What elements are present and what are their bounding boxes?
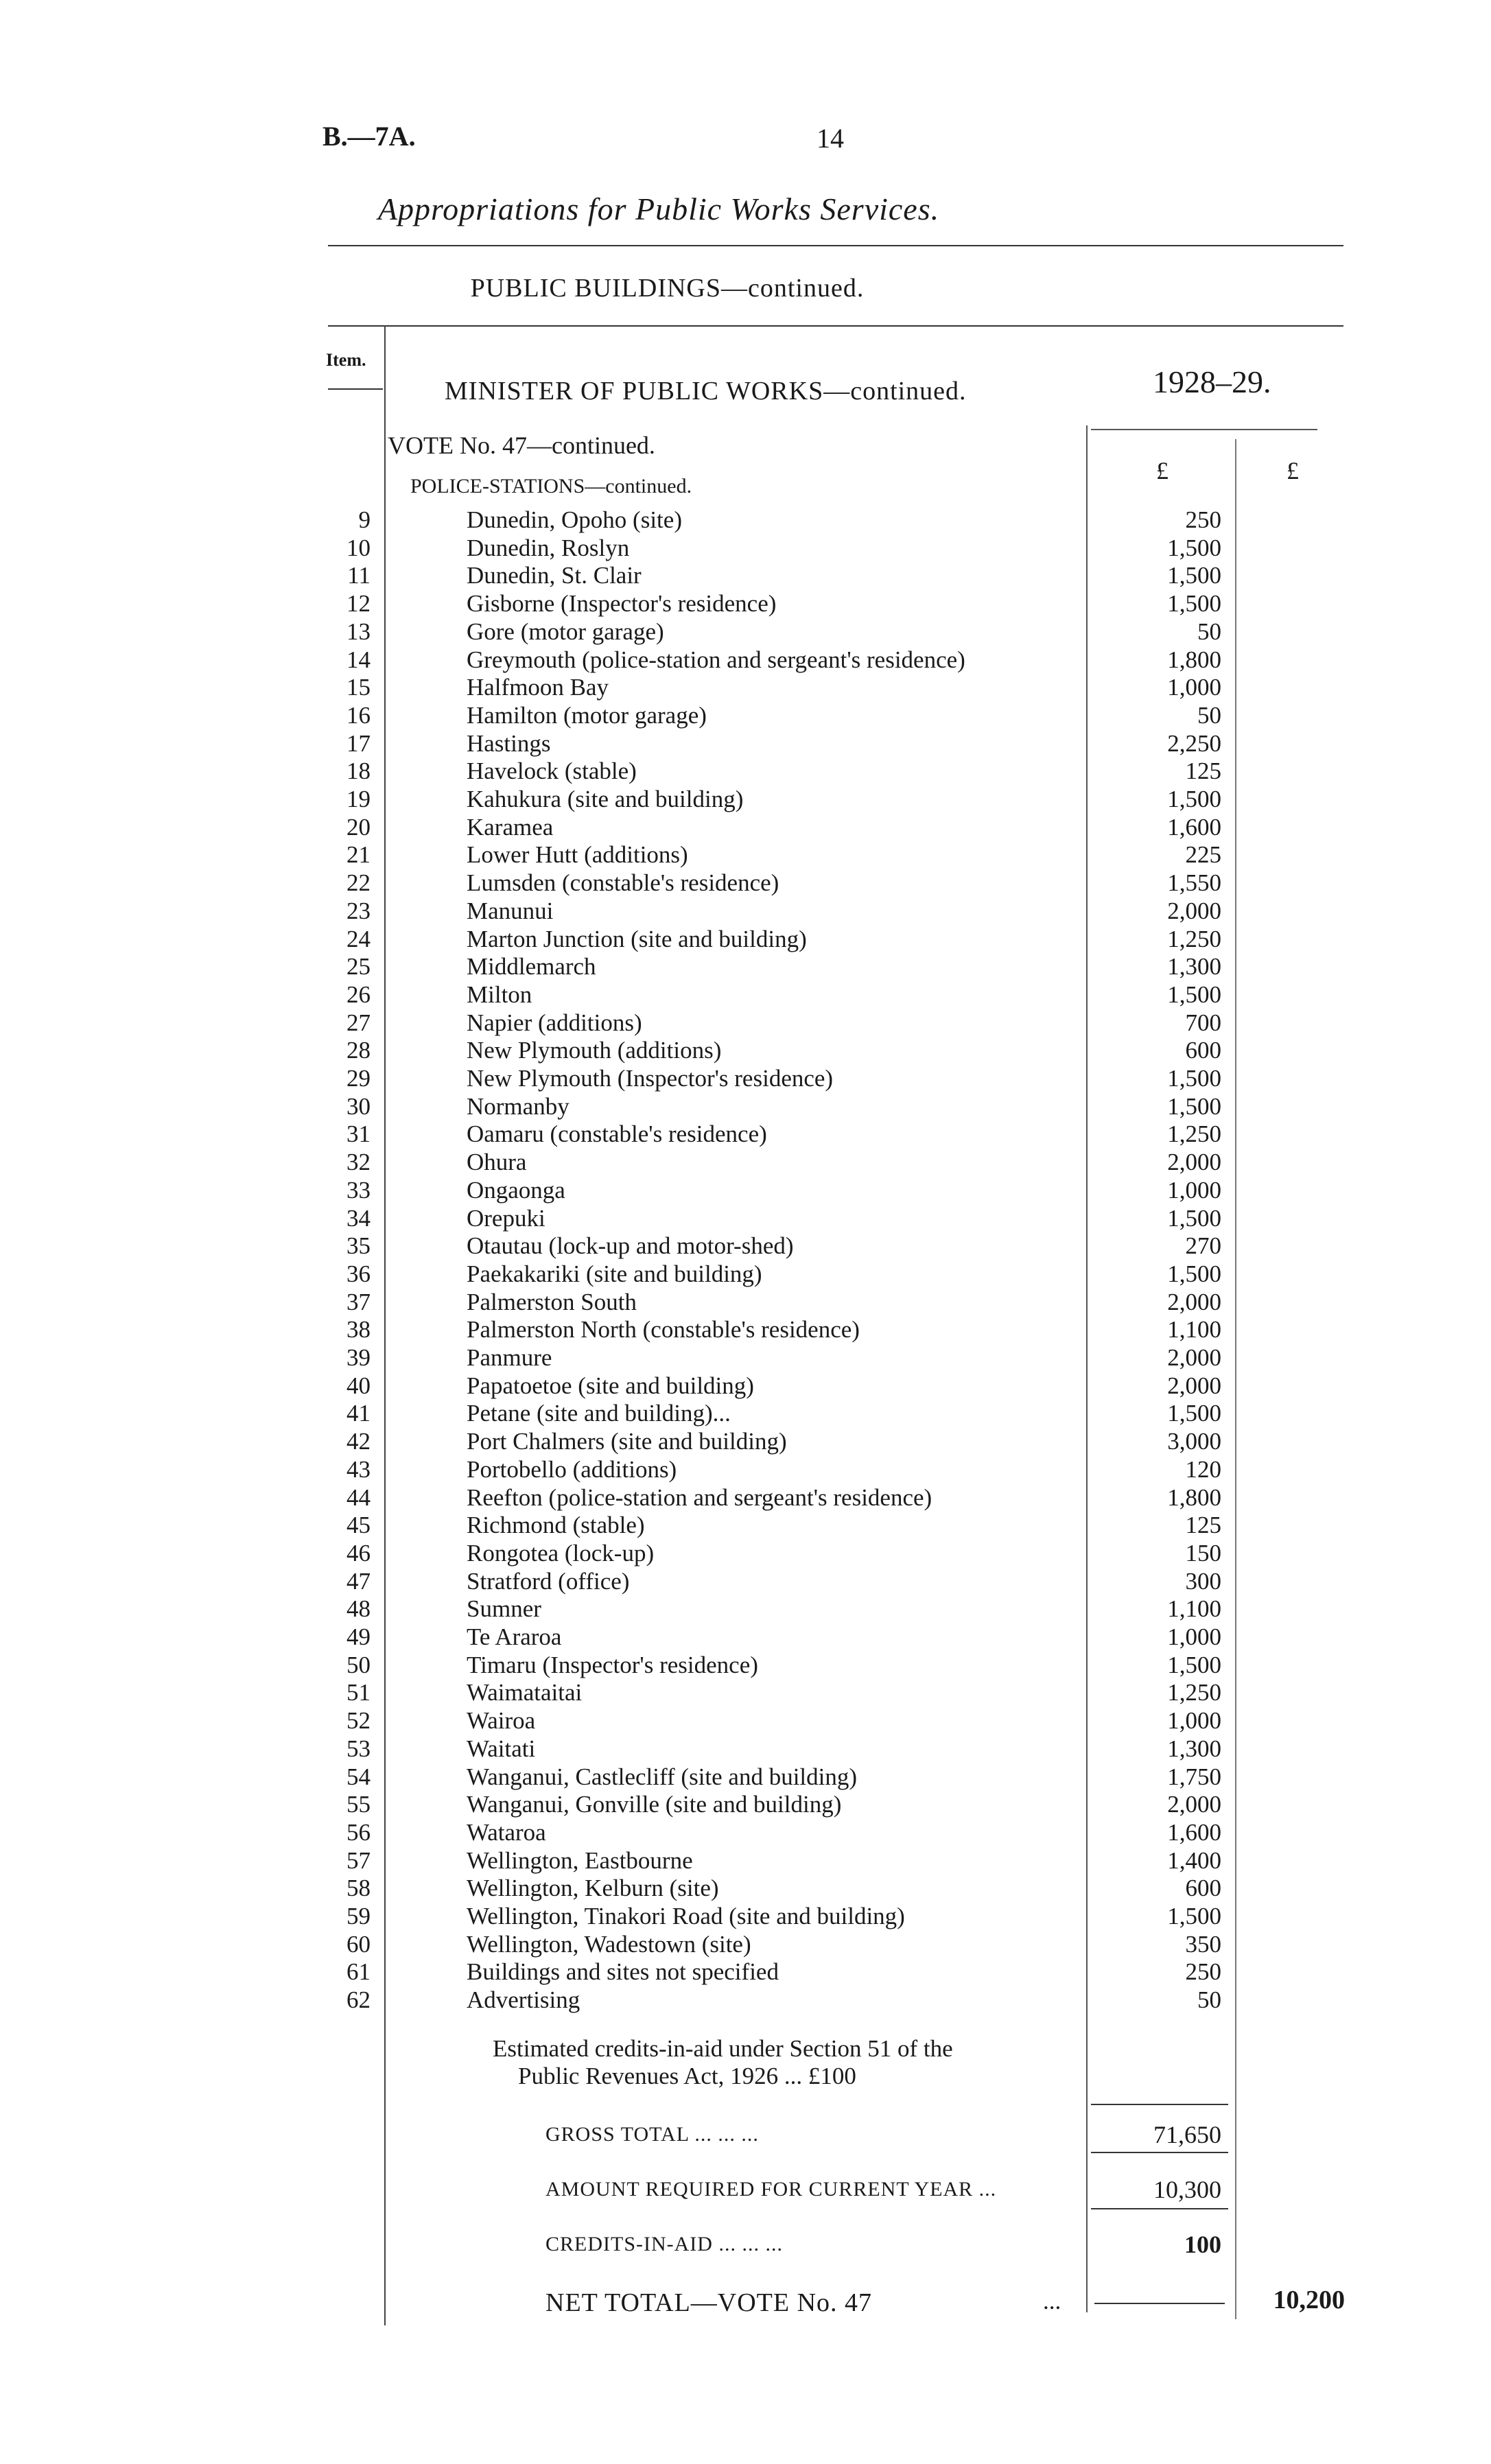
item-name: Karamea [467, 813, 554, 841]
table-row [0, 1037, 1491, 1064]
item-number: 50 [347, 1651, 371, 1678]
item-amount: 2,000 [1167, 1791, 1221, 1818]
net-total-leader: ... [1043, 2288, 1061, 2314]
item-amount: 1,500 [1167, 981, 1221, 1008]
minister-heading: MINISTER OF PUBLIC WORKS—continued. [445, 377, 967, 406]
item-name: Marton Junction (site and building) [467, 925, 807, 952]
item-number: 30 [347, 1092, 371, 1120]
item-number: 58 [347, 1875, 371, 1902]
item-number: 35 [347, 1232, 371, 1260]
table-row [0, 562, 1491, 589]
table-row [0, 1400, 1491, 1427]
table-row [0, 730, 1491, 758]
item-name: Dunedin, Opoho (site) [467, 506, 682, 533]
item-name: Stratford (office) [467, 1567, 630, 1595]
item-amount: 1,800 [1167, 646, 1221, 673]
item-amount: 125 [1185, 1512, 1221, 1539]
item-amount: 1,600 [1167, 1818, 1221, 1846]
net-total-rule [1094, 2303, 1225, 2304]
currency-symbol: £ [1156, 457, 1169, 484]
item-number: 15 [347, 674, 371, 701]
item-amount: 1,000 [1167, 1176, 1221, 1204]
item-number: 23 [347, 897, 371, 924]
table-row [0, 1707, 1491, 1735]
item-number: 28 [347, 1037, 371, 1064]
item-name: Panmure [467, 1344, 552, 1371]
item-name: Greymouth (police-station and sergeant's residence) [467, 646, 965, 673]
subheading-police-stations: POLICE-STATIONS—continued. [410, 475, 692, 497]
item-number: 20 [347, 813, 371, 841]
item-amount: 1,100 [1167, 1316, 1221, 1344]
item-amount: 1,300 [1167, 953, 1221, 981]
item-amount: 350 [1185, 1930, 1221, 1958]
table-row [0, 646, 1491, 674]
table-row [0, 1875, 1491, 1902]
table-row [0, 1958, 1491, 1986]
item-number: 18 [347, 758, 371, 785]
item-name: Portobello (additions) [467, 1455, 677, 1483]
item-name: Middlemarch [467, 953, 596, 981]
item-amount: 1,300 [1167, 1735, 1221, 1762]
item-name: Port Chalmers (site and building) [467, 1428, 787, 1455]
item-number: 59 [347, 1903, 371, 1929]
item-name: Wellington, Wadestown (site) [467, 1930, 751, 1958]
item-amount: 2,000 [1167, 1372, 1221, 1399]
table-row [0, 1568, 1491, 1595]
item-name: Ohura [467, 1149, 527, 1176]
credits-note: Public Revenues Act, 1926 ... £100 [518, 2063, 856, 2089]
table-row [0, 1428, 1491, 1455]
table-row [0, 869, 1491, 897]
item-name: New Plymouth (Inspector's residence) [467, 1065, 834, 1092]
table-row [0, 1484, 1491, 1512]
credits-in-aid-value: 100 [1184, 2231, 1221, 2258]
item-number: 24 [347, 925, 371, 952]
item-name: Wanganui, Gonville (site and building) [467, 1791, 842, 1818]
table-row [0, 953, 1491, 981]
item-amount: 50 [1197, 1986, 1221, 2014]
item-number: 53 [347, 1735, 371, 1762]
table-row [0, 814, 1491, 841]
item-number: 9 [358, 506, 371, 533]
gross-total-value: 71,650 [1153, 2121, 1221, 2148]
item-name: Havelock (stable) [467, 758, 637, 785]
item-number: 42 [347, 1428, 371, 1455]
item-name: Orepuki [467, 1204, 545, 1232]
item-amount: 225 [1185, 841, 1221, 869]
net-total-label: NET TOTAL—VOTE No. 47 [545, 2288, 873, 2317]
item-amount: 1,500 [1167, 562, 1221, 589]
item-amount: 150 [1185, 1539, 1221, 1567]
item-number: 45 [347, 1512, 371, 1539]
item-amount: 1,500 [1167, 1903, 1221, 1929]
item-name: Dunedin, St. Clair [467, 562, 642, 589]
table-row [0, 1652, 1491, 1679]
item-number: 51 [347, 1679, 371, 1706]
item-amount: 1,000 [1167, 674, 1221, 701]
divider-rule [328, 245, 1343, 246]
item-name: Wellington, Eastbourne [467, 1846, 693, 1874]
item-amount: 1,800 [1167, 1483, 1221, 1511]
item-number: 25 [347, 953, 371, 981]
table-row [0, 674, 1491, 701]
table-row [0, 841, 1491, 869]
item-amount: 1,500 [1167, 1651, 1221, 1678]
item-number: 49 [347, 1623, 371, 1650]
item-number: 21 [347, 841, 371, 869]
table-row [0, 1316, 1491, 1344]
table-row [0, 1623, 1491, 1651]
item-number: 55 [347, 1791, 371, 1818]
item-name: Advertising [467, 1986, 580, 2014]
item-name: Ongaonga [467, 1176, 565, 1204]
item-name: Waimataitai [467, 1679, 583, 1706]
item-amount: 1,750 [1167, 1763, 1221, 1790]
item-number: 27 [347, 1009, 371, 1036]
item-name: Napier (additions) [467, 1009, 642, 1036]
item-amount: 700 [1185, 1009, 1221, 1036]
divider-rule [328, 325, 1343, 327]
item-number: 52 [347, 1707, 371, 1735]
item-name: Dunedin, Roslyn [467, 534, 630, 561]
item-number: 29 [347, 1065, 371, 1092]
item-name: Reefton (police-station and sergeant's residence) [467, 1483, 932, 1511]
sum-rule [1091, 2208, 1228, 2209]
table-row [0, 506, 1491, 534]
item-name: Oamaru (constable's residence) [467, 1120, 767, 1148]
item-amount: 2,000 [1167, 1149, 1221, 1176]
page-title: Appropriations for Public Works Services. [377, 191, 940, 226]
amount-required-value: 10,300 [1153, 2176, 1221, 2203]
item-amount: 1,000 [1167, 1623, 1221, 1650]
item-name: Wairoa [467, 1707, 536, 1735]
item-number: 22 [347, 869, 371, 897]
section-heading: PUBLIC BUILDINGS—continued. [470, 274, 865, 303]
table-row [0, 590, 1491, 618]
table-row [0, 1791, 1491, 1818]
item-column-header: Item. [326, 350, 366, 370]
item-name: Gore (motor garage) [467, 618, 664, 645]
table-row [0, 1149, 1491, 1176]
table-row [0, 1847, 1491, 1875]
table-row [0, 1177, 1491, 1204]
amount-required-label: AMOUNT REQUIRED FOR CURRENT YEAR ... [545, 2178, 997, 2201]
item-amount: 120 [1185, 1455, 1221, 1483]
item-name: Kahukura (site and building) [467, 786, 744, 812]
item-number: 54 [347, 1763, 371, 1790]
item-amount: 2,250 [1167, 729, 1221, 757]
item-name: Gisborne (Inspector's residence) [467, 590, 777, 618]
item-header-underline [328, 388, 383, 390]
table-row [0, 758, 1491, 785]
item-amount: 2,000 [1167, 897, 1221, 924]
document-code: B.—7A. [322, 121, 416, 152]
table-row [0, 1205, 1491, 1232]
table-row [0, 1456, 1491, 1483]
item-number: 26 [347, 981, 371, 1008]
item-number: 56 [347, 1818, 371, 1846]
table-row [0, 1009, 1491, 1037]
table-row [0, 1986, 1491, 2014]
item-number: 41 [347, 1400, 371, 1427]
item-number: 47 [347, 1567, 371, 1595]
net-total-value: 10,200 [1273, 2286, 1345, 2314]
item-name: Hastings [467, 729, 551, 757]
table-row [0, 786, 1491, 813]
table-row [0, 1763, 1491, 1791]
item-number: 16 [347, 701, 371, 729]
item-number: 57 [347, 1846, 371, 1874]
item-amount: 300 [1185, 1567, 1221, 1595]
item-name: New Plymouth (additions) [467, 1037, 722, 1064]
item-number: 33 [347, 1176, 371, 1204]
item-name: Papatoetoe (site and building) [467, 1372, 754, 1399]
item-name: Wellington, Tinakori Road (site and building) [467, 1903, 905, 1929]
item-amount: 1,500 [1167, 786, 1221, 812]
item-amount: 600 [1185, 1037, 1221, 1064]
table-row [0, 1819, 1491, 1846]
table-row [0, 535, 1491, 562]
item-number: 38 [347, 1316, 371, 1344]
item-amount: 1,000 [1167, 1707, 1221, 1735]
table-row [0, 1931, 1491, 1958]
credits-in-aid-label: CREDITS-IN-AID ... ... ... [545, 2233, 783, 2255]
item-amount: 3,000 [1167, 1428, 1221, 1455]
item-number: 60 [347, 1930, 371, 1958]
item-number: 31 [347, 1120, 371, 1148]
table-row [0, 981, 1491, 1009]
item-amount: 250 [1185, 1958, 1221, 1986]
item-name: Timaru (Inspector's residence) [467, 1651, 758, 1678]
item-number: 37 [347, 1288, 371, 1315]
item-name: Hamilton (motor garage) [467, 701, 707, 729]
item-amount: 2,000 [1167, 1288, 1221, 1315]
currency-symbol: £ [1287, 457, 1299, 484]
item-amount: 1,500 [1167, 1065, 1221, 1092]
item-name: Lumsden (constable's residence) [467, 869, 779, 897]
table-row [0, 618, 1491, 646]
table-row [0, 1595, 1491, 1623]
sum-rule [1091, 2152, 1228, 2153]
item-number: 62 [347, 1986, 371, 2014]
item-name: Otautau (lock-up and motor-shed) [467, 1232, 794, 1260]
item-name: Petane (site and building)... [467, 1400, 731, 1427]
item-name: Paekakariki (site and building) [467, 1260, 762, 1287]
item-number: 61 [347, 1958, 371, 1986]
table-row [0, 1679, 1491, 1706]
vote-heading: VOTE No. 47—continued. [388, 432, 655, 459]
item-name: Palmerston North (constable's residence) [467, 1316, 860, 1344]
item-amount: 50 [1197, 618, 1221, 645]
table-row [0, 1372, 1491, 1400]
table-row [0, 1512, 1491, 1539]
table-row [0, 1120, 1491, 1148]
table-row [0, 1260, 1491, 1288]
table-row [0, 702, 1491, 729]
item-name: Wanganui, Castlecliff (site and building) [467, 1763, 858, 1790]
item-amount: 1,250 [1167, 925, 1221, 952]
item-name: Waitati [467, 1735, 536, 1762]
item-amount: 1,250 [1167, 1679, 1221, 1706]
item-name: Milton [467, 981, 532, 1008]
item-amount: 250 [1185, 506, 1221, 533]
item-amount: 1,500 [1167, 590, 1221, 618]
sum-rule [1091, 2104, 1228, 2105]
item-name: Manunui [467, 897, 554, 924]
table-row [0, 897, 1491, 925]
item-amount: 50 [1197, 701, 1221, 729]
table-row [0, 1735, 1491, 1763]
item-amount: 1,100 [1167, 1595, 1221, 1623]
item-amount: 1,500 [1167, 1400, 1221, 1427]
item-name: Normanby [467, 1092, 570, 1120]
item-number: 19 [347, 786, 371, 812]
item-name: Halfmoon Bay [467, 674, 609, 701]
item-amount: 1,500 [1167, 1092, 1221, 1120]
item-amount: 1,250 [1167, 1120, 1221, 1148]
item-name: Te Araroa [467, 1623, 562, 1650]
item-name: Sumner [467, 1595, 541, 1623]
item-number: 12 [347, 590, 371, 618]
year-underline [1091, 429, 1317, 430]
item-amount: 1,500 [1167, 534, 1221, 561]
table-row [0, 1289, 1491, 1316]
item-amount: 1,550 [1167, 869, 1221, 897]
table-row [0, 1540, 1491, 1567]
item-number: 17 [347, 729, 371, 757]
item-name: Buildings and sites not specified [467, 1958, 779, 1986]
table-row [0, 1093, 1491, 1120]
table-row [0, 1903, 1491, 1930]
item-name: Palmerston South [467, 1288, 637, 1315]
item-amount: 1,500 [1167, 1260, 1221, 1287]
item-number: 10 [347, 534, 371, 561]
year-heading: 1928–29. [1153, 364, 1271, 399]
item-amount: 270 [1185, 1232, 1221, 1260]
item-number: 13 [347, 618, 371, 645]
item-number: 46 [347, 1539, 371, 1567]
item-number: 43 [347, 1455, 371, 1483]
item-number: 14 [347, 646, 371, 673]
table-row [0, 1344, 1491, 1372]
item-name: Lower Hutt (additions) [467, 841, 688, 869]
page-number: 14 [817, 123, 844, 154]
table-row [0, 926, 1491, 953]
item-name: Wellington, Kelburn (site) [467, 1875, 719, 1902]
item-name: Rongotea (lock-up) [467, 1539, 655, 1567]
table-row [0, 1065, 1491, 1092]
item-number: 11 [347, 562, 371, 589]
item-amount: 2,000 [1167, 1344, 1221, 1371]
credits-note: Estimated credits-in-aid under Section 51 of the [493, 2035, 953, 2062]
item-number: 36 [347, 1260, 371, 1287]
item-amount: 1,400 [1167, 1846, 1221, 1874]
table-row [0, 1232, 1491, 1260]
item-number: 32 [347, 1149, 371, 1176]
item-name: Wataroa [467, 1818, 546, 1846]
item-number: 48 [347, 1595, 371, 1623]
item-amount: 600 [1185, 1875, 1221, 1902]
item-number: 40 [347, 1372, 371, 1399]
item-number: 39 [347, 1344, 371, 1371]
gross-total-label: GROSS TOTAL ... ... ... [545, 2123, 759, 2146]
item-amount: 1,600 [1167, 813, 1221, 841]
item-name: Richmond (stable) [467, 1512, 645, 1539]
item-amount: 1,500 [1167, 1204, 1221, 1232]
item-number: 34 [347, 1204, 371, 1232]
item-number: 44 [347, 1483, 371, 1511]
item-amount: 125 [1185, 758, 1221, 785]
